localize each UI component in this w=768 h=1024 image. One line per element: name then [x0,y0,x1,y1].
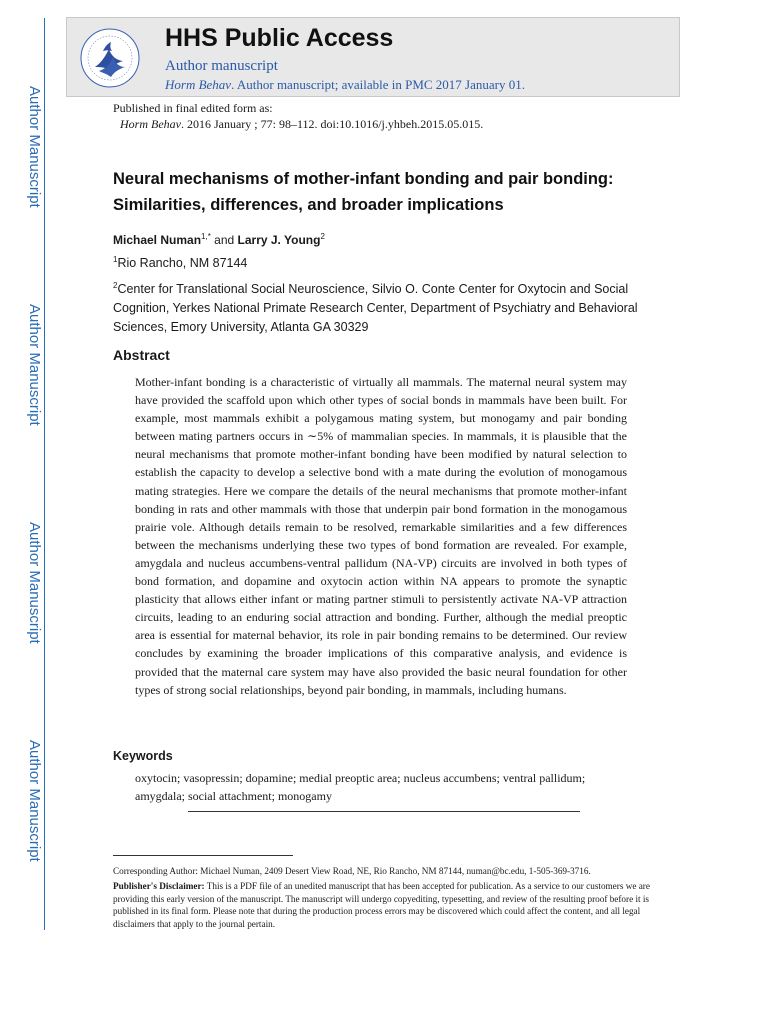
author-manuscript-subtitle: Author manuscript [165,58,278,74]
keywords-heading: Keywords [113,749,173,763]
sidebar-divider [44,18,45,930]
affiliation-text: Rio Rancho, NM 87144 [117,256,248,271]
author-manuscript-label: Author Manuscript [26,522,43,644]
affiliation-mark: 2 [113,281,118,290]
author-conjunction: and [210,233,238,247]
affiliation-text: Center for Translational Social Neuroscience, Silvio O. Conte Center for Oxytocin and Social Cognition, Yerkes National Primate Research Center, Department of Psychiatry and Behavioral Sciences, Emory University, Atlanta GA 30329 [113,282,638,335]
affiliation-mark: 1 [113,255,118,264]
abstract-heading: Abstract [113,347,170,363]
keywords-list: oxytocin; vasopressin; dopamine; medial preoptic area; nucleus accumbens; ventral pallidum; amygdala; social attachment; monogamy [135,771,586,803]
publisher-disclaimer [113,880,658,930]
citation-details: . 2016 January ; 77: 98–112. doi:10.1016/j.yhbeh.2015.05.015. [180,117,484,131]
corresponding-author-note: Corresponding Author: Michael Numan, 2409 Desert View Road, NE, Rio Rancho, NM 87144, numan@bc.edu, 1-505-369-3716. [113,866,591,876]
hhs-header-banner [66,17,680,97]
disclaimer-text: This is a PDF file of an unedited manuscript that has been accepted for publication. As a service to our customers we are providing this early version of the manuscript. The manuscript will undergo copyediting, typesetting, and review of the resulting proof before it is published in its final form. Please note that during the production process errors may be discovered which could affect the content, and all legal disclaimers that apply to the journal pertain. [113,881,650,929]
journal-name: Horm Behav [120,117,181,131]
published-label: Published in final edited form as: [113,101,273,115]
author-name: Michael Numan [113,233,202,247]
abstract-body: Mother-infant bonding is a characteristic of virtually all mammals. The maternal neural system may have provided the scaffold upon which other types of social bonds in mammals have been built. For example, most mammals exhibit a polygamous mating system, but monogamy and pair bonding between mating partners occurs in ∼5% of mammalian species. In mammals, it is plausible that the neural mechanisms that promote mother-infant bonding have been modified by natural selection to establish the capacity to develop a selective bond with a mate during the evolution of monogamous mating strategies. Here we compare the details of the neural mechanisms that promote mother-infant bonding in rats and other mammals with those that underpin pair bond formation in the monogamous prairie vole. Although details remain to be resolved, remarkable similarities and a few differences between the mechanisms underlying these two types of bond formation are revealed. For example, amygdala and nucleus accumbens-ventral pallidum (NA-VP) circuits are involved in both types of bond formation, and dopamine and oxytocin action within NA appears to promote the synaptic plasticity that allows either infant or mating partner stimuli to persistently activate NA-VP attraction circuits, leading to an enduring social attraction and bonding. Further, although the medial preoptic area is essential for maternal behavior, its role in pair bonding remains to be determined. Our review concludes by examining the broader implications of this comparative analysis, and evidence is provided that the maternal care system may have also provided the basic neural foundation for other types of strong social relationships, beyond pair bonding, in mammals, including humans. [135,375,627,697]
journal-name: Horm Behav [165,77,232,92]
affiliation-2 [113,276,658,337]
header-citation [165,77,525,93]
footnote-divider [113,855,293,856]
hhs-public-access-title: HHS Public Access [165,24,394,52]
author-manuscript-label: Author Manuscript [26,86,43,208]
author-affiliation-mark: 2 [320,232,325,241]
hhs-eagle-logo-icon [79,27,141,89]
published-citation [120,117,483,132]
author-list [113,232,325,247]
disclaimer-label: Publisher's Disclaimer: [113,881,205,891]
affiliation-1 [113,250,658,273]
author-name: Larry J. Young [237,233,321,247]
author-manuscript-label: Author Manuscript [26,740,43,862]
section-divider [188,811,580,812]
availability-text: . Author manuscript; available in PMC 2017 January 01. [231,77,525,92]
author-manuscript-label: Author Manuscript [26,304,43,426]
article-title: Neural mechanisms of mother-infant bonding and pair bonding: Similarities, differences, and broader implications [113,170,614,214]
author-affiliation-mark: 1,* [201,232,211,241]
